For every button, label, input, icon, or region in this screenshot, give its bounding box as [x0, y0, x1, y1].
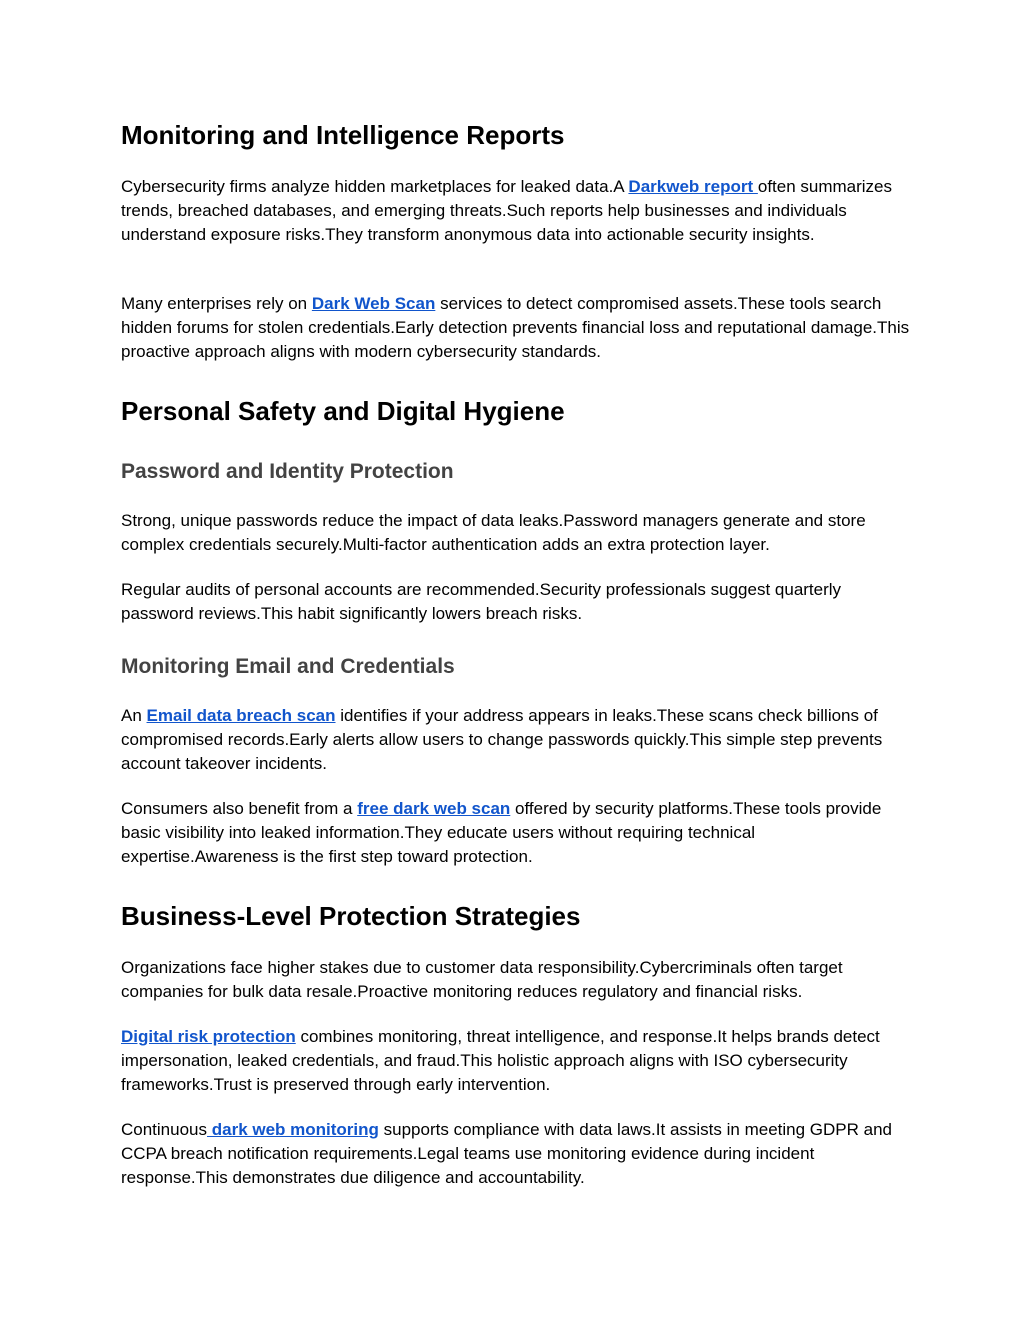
paragraph-digital-risk-protection	[121, 1025, 911, 1098]
text-fragment: An	[121, 706, 147, 725]
email-data-breach-scan-link[interactable]: Email data breach scan	[146, 706, 336, 725]
paragraph-strong-passwords: Strong, unique passwords reduce the impact of data leaks.Password managers generate and store complex credentials securely.Multi-factor authentication adds an extra protection layer.	[121, 511, 866, 555]
paragraph-free-dark-web-scan	[121, 797, 911, 870]
heading-monitoring-intelligence-reports: Monitoring and Intelligence Reports	[121, 120, 565, 150]
paragraph-dark-web-scan	[121, 292, 911, 365]
paragraph-email-breach-scan	[121, 704, 911, 777]
text-fragment: Cybersecurity firms analyze hidden marketplaces for leaked data.A	[121, 177, 629, 196]
text-fragment: identifies if your address appears in leaks.These scans check billions of compromised records.Early alerts allow users to change passwords quickly.This simple step prevents account takeover incidents.	[121, 706, 883, 774]
paragraph-darkweb-report	[121, 175, 911, 248]
darkweb-report-link[interactable]: Darkweb report	[628, 177, 758, 196]
text-fragment: services to detect compromised assets.These tools search hidden forums for stolen credentials.Early detection prevents financial loss and reputational damage.This proactive approach aligns with modern cybersecurity standards.	[121, 294, 910, 362]
text-fragment: Continuous	[121, 1120, 208, 1139]
heading-monitoring-email-credentials: Monitoring Email and Credentials	[121, 655, 455, 678]
text-fragment: often summarizes trends, breached databases, and emerging threats.Such reports help businesses and individuals understand exposure risks.They transform anonymous data into actionable security insights.	[121, 177, 893, 245]
paragraph-organizations-stakes: Organizations face higher stakes due to customer data responsibility.Cybercriminals often target companies for bulk data resale.Proactive monitoring reduces regulatory and financial risks.	[121, 958, 843, 1002]
paragraph-dark-web-monitoring	[121, 1118, 911, 1191]
dark-web-monitoring-link[interactable]: dark web monitoring	[207, 1120, 379, 1139]
text-fragment: combines monitoring, threat intelligence, and response.It helps brands detect impersonation, leaked credentials, and fraud.This holistic approach aligns with ISO cybersecurity frameworks.Trust is preserved through early intervention.	[121, 1027, 880, 1095]
text-fragment: Many enterprises rely on	[121, 294, 312, 313]
text-fragment: offered by security platforms.These tools provide basic visibility into leaked information.They educate users without requiring technical expertise.Awareness is the first step toward protection.	[121, 799, 882, 867]
text-fragment: supports compliance with data laws.It assists in meeting GDPR and CCPA breach notification requirements.Legal teams use monitoring evidence during incident response.This demonstrates due diligence and accountability.	[121, 1120, 892, 1188]
heading-password-identity-protection: Password and Identity Protection	[121, 460, 454, 483]
heading-business-level-protection: Business-Level Protection Strategies	[121, 901, 581, 931]
heading-personal-safety-digital-hygiene: Personal Safety and Digital Hygiene	[121, 396, 565, 426]
paragraph-regular-audits: Regular audits of personal accounts are recommended.Security professionals suggest quarterly password reviews.This habit significantly lowers breach risks.	[121, 580, 842, 624]
text-fragment: Consumers also benefit from a	[121, 799, 358, 818]
digital-risk-protection-link[interactable]: Digital risk protection	[121, 1027, 296, 1046]
free-dark-web-scan-link[interactable]: free dark web scan	[357, 799, 511, 818]
dark-web-scan-link[interactable]: Dark Web Scan	[311, 294, 436, 313]
